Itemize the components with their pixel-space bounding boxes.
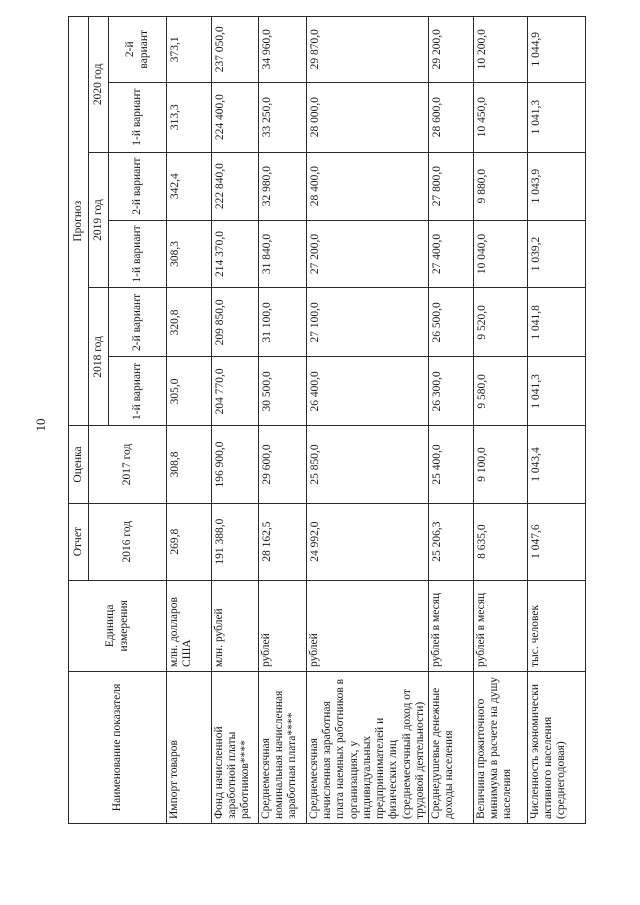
table-row [307, 17, 429, 824]
header-year-2019: 2019 год [89, 152, 109, 288]
row-unit: рублей в месяц [473, 580, 527, 671]
cell-value: 32 980,0 [259, 152, 307, 220]
cell-value: 28 600,0 [428, 82, 473, 152]
cell-value: 24 992,0 [307, 503, 429, 580]
cell-value: 31 840,0 [259, 220, 307, 288]
header-indicator: Наименование показателя [69, 671, 167, 823]
cell-value: 1 043,4 [527, 426, 585, 503]
cell-value: 9 100,0 [473, 426, 527, 503]
cell-value: 25 206,3 [428, 503, 473, 580]
row-unit: рублей [307, 580, 429, 671]
cell-value: 313,3 [167, 82, 212, 152]
header-year-2016: 2016 год [89, 503, 167, 580]
row-indicator: Среднедушевые денежные доходы населения [428, 671, 473, 823]
cell-value: 1 041,8 [527, 288, 585, 357]
header-2020-variant-1: 1-й вариант [109, 82, 167, 152]
cell-value: 10 450,0 [473, 82, 527, 152]
cell-value: 27 400,0 [428, 220, 473, 288]
row-indicator: Импорт товаров [167, 671, 212, 823]
row-indicator: Фонд начисленной заработной платы работников**** [212, 671, 259, 823]
cell-value: 224 400,0 [212, 82, 259, 152]
cell-value: 31 100,0 [259, 288, 307, 357]
cell-value: 28 400,0 [307, 152, 429, 220]
cell-value: 222 840,0 [212, 152, 259, 220]
header-unit: Единица измерения [69, 580, 167, 671]
cell-value: 29 600,0 [259, 426, 307, 503]
cell-value: 1 041,3 [527, 357, 585, 426]
table-row [473, 17, 527, 824]
cell-value: 269,8 [167, 503, 212, 580]
page-number: 10 [33, 418, 48, 432]
cell-value: 26 300,0 [428, 357, 473, 426]
cell-value: 8 635,0 [473, 503, 527, 580]
header-year-2017: 2017 год [89, 426, 167, 503]
cell-value: 10 200,0 [473, 17, 527, 83]
cell-value: 25 400,0 [428, 426, 473, 503]
cell-value: 27 800,0 [428, 152, 473, 220]
cell-value: 26 500,0 [428, 288, 473, 357]
row-indicator: Среднемесячная начисленная заработная плата наемных работников в организациях, у индивидуальных предпринимателей и физических лиц (среднемесячный доход от трудовой деятельности) [307, 671, 429, 823]
header-2019-variant-2: 2-й вариант [109, 152, 167, 220]
cell-value: 28 162,5 [259, 503, 307, 580]
header-year-2020: 2020 год [89, 17, 109, 153]
table-row [259, 17, 307, 824]
cell-value: 27 200,0 [307, 220, 429, 288]
cell-value: 27 100,0 [307, 288, 429, 357]
table-row [212, 17, 259, 824]
header-report: Отчет [69, 503, 89, 580]
cell-value: 320,8 [167, 288, 212, 357]
cell-value: 9 580,0 [473, 357, 527, 426]
cell-value: 308,3 [167, 220, 212, 288]
cell-value: 33 250,0 [259, 82, 307, 152]
header-2018-variant-2: 2-й вариант [109, 288, 167, 357]
header-estimate: Оценка [69, 426, 89, 503]
header-2019-variant-1: 1-й вариант [109, 220, 167, 288]
cell-value: 28 000,0 [307, 82, 429, 152]
cell-value: 373,1 [167, 17, 212, 83]
cell-value: 1 044,9 [527, 17, 585, 83]
cell-value: 1 047,6 [527, 503, 585, 580]
cell-value: 237 050,0 [212, 17, 259, 83]
row-unit: млн. рублей [212, 580, 259, 671]
cell-value: 34 960,0 [259, 17, 307, 83]
header-2020-variant-2: 2-й вариант [109, 17, 167, 83]
header-forecast: Прогноз [69, 17, 89, 426]
cell-value: 191 388,0 [212, 503, 259, 580]
row-unit: рублей [259, 580, 307, 671]
cell-value: 305,0 [167, 357, 212, 426]
header-2018-variant-1: 1-й вариант [109, 357, 167, 426]
cell-value: 26 400,0 [307, 357, 429, 426]
cell-value: 10 040,0 [473, 220, 527, 288]
cell-value: 1 041,3 [527, 82, 585, 152]
cell-value: 209 850,0 [212, 288, 259, 357]
cell-value: 1 043,9 [527, 152, 585, 220]
row-unit: рублей в месяц [428, 580, 473, 671]
cell-value: 1 039,2 [527, 220, 585, 288]
cell-value: 9 880,0 [473, 152, 527, 220]
row-unit: тыс. человек [527, 580, 585, 671]
table-row [527, 17, 585, 824]
cell-value: 214 370,0 [212, 220, 259, 288]
cell-value: 29 200,0 [428, 17, 473, 83]
cell-value: 196 900,0 [212, 426, 259, 503]
cell-value: 25 850,0 [307, 426, 429, 503]
table-row [428, 17, 473, 824]
rotated-table-wrapper [68, 16, 568, 824]
cell-value: 308,8 [167, 426, 212, 503]
row-unit: млн. долларов США [167, 580, 212, 671]
cell-value: 342,4 [167, 152, 212, 220]
header-year-2018: 2018 год [89, 288, 109, 426]
row-indicator: Величина прожиточного минимума в расчете на душу населения [473, 671, 527, 823]
cell-value: 30 500,0 [259, 357, 307, 426]
cell-value: 204 770,0 [212, 357, 259, 426]
row-indicator: Численность экономически активного населения (среднегодовая) [527, 671, 585, 823]
table-row [167, 17, 212, 824]
cell-value: 9 520,0 [473, 288, 527, 357]
forecast-table [68, 16, 586, 824]
cell-value: 29 870,0 [307, 17, 429, 83]
row-indicator: Среднемесячная номинальная начисленная заработная плата**** [259, 671, 307, 823]
